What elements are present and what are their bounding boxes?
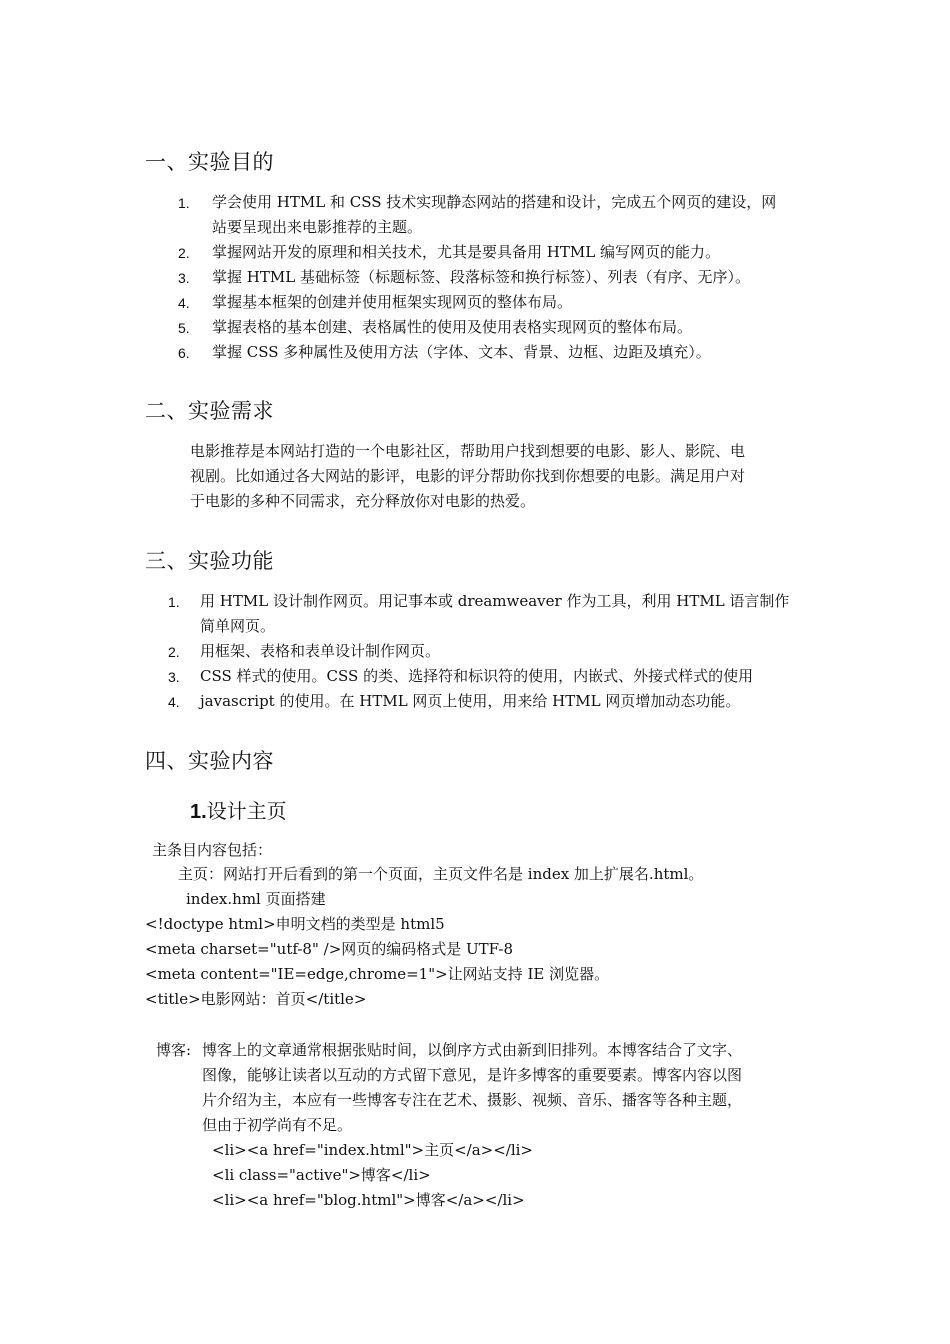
list-number: 3. (178, 270, 190, 286)
list-number: 6. (178, 345, 190, 361)
list-number: 4. (168, 694, 180, 710)
list-item-text: 站要呈现出来电影推荐的主题。 (212, 218, 423, 236)
list-item-text: CSS 样式的使用。CSS 的类、选择符和标识符的使用，内嵌式、外接式样式的使用 (200, 667, 754, 685)
list-item-text: 用 HTML 设计制作网页。用记事本或 dreamweaver 作为工具，利用 HTML 语言制作 (200, 592, 790, 610)
blog-paragraph-line: 但由于初学尚有不足。 (202, 1116, 353, 1134)
list-number: 3. (168, 669, 180, 685)
list-number: 1. (178, 195, 190, 211)
subsection-heading (190, 795, 287, 824)
build-line: index.hml 页面搭建 (186, 890, 326, 908)
blog-label: 博客: (156, 1041, 192, 1059)
list-item-text: 掌握 HTML 基础标签（标题标签、段落标签和换行标签）、列表（有序、无序）。 (212, 268, 750, 286)
homepage-line: 主页：网站打开后看到的第一个页面，主页文件名是 index 加上扩展名.html。 (178, 865, 704, 883)
list-item-text: 掌握基本框架的创建并使用框架实现网页的整体布局。 (212, 293, 573, 311)
paragraph-line: 于电影的多种不同需求，充分释放你对电影的热爱。 (190, 492, 536, 510)
list-number: 4. (178, 295, 190, 311)
paragraph-line: 电影推荐是本网站打造的一个电影社区，帮助用户找到想要的电影、影人、影院、电 (190, 442, 746, 460)
subsection-number: 1. (190, 801, 207, 823)
list-item-text: 掌握 CSS 多种属性及使用方法（字体、文本、背景、边框、边距及填充）。 (212, 343, 711, 361)
blog-paragraph-line: 片介绍为主，本应有一些博客专注在艺术、摄影、视频、音乐、播客等各种主题， (202, 1091, 743, 1109)
code-line: <meta content="IE=edge,chrome=1">让网站支持 IE 浏览器。 (145, 965, 610, 983)
list-number: 1. (168, 594, 180, 610)
list-number: 5. (178, 320, 190, 336)
section-heading-functions: 三、实验功能 (145, 549, 274, 573)
code-line: <!doctype html>申明文档的类型是 html5 (145, 915, 445, 933)
subsection-title: 设计主页 (206, 799, 287, 823)
paragraph-line: 视剧。比如通过各大网站的影评，电影的评分帮助你找到你想要的电影。满足用户对 (190, 467, 746, 485)
section-heading-requirements: 二、实验需求 (145, 399, 274, 423)
section-heading-content: 四、实验内容 (145, 749, 274, 773)
blog-code-line: <li><a href="index.html">主页</a></li> (212, 1141, 533, 1159)
list-item-text: 掌握网站开发的原理和相关技术，尤其是要具备用 HTML 编写网页的能力。 (212, 243, 720, 261)
list-item-text: 简单网页。 (200, 617, 276, 635)
blog-code-line: <li class="active">博客</li> (212, 1166, 431, 1184)
blog-paragraph-line: 图像，能够让读者以互动的方式留下意见，是许多博客的重要要素。博客内容以图 (202, 1066, 743, 1084)
blog-paragraph-line: 博客上的文章通常根据张贴时间，以倒序方式由新到旧排列。本博客结合了文字、 (202, 1041, 743, 1059)
blog-code-line: <li><a href="blog.html">博客</a></li> (212, 1191, 525, 1209)
list-number: 2. (168, 644, 180, 660)
code-line: <title>电影网站：首页</title> (145, 990, 367, 1008)
intro-line: 主条目内容包括： (152, 841, 273, 859)
list-item-text: 学会使用 HTML 和 CSS 技术实现静态网站的搭建和设计，完成五个网页的建设，网 (212, 193, 777, 211)
list-item-text: 用框架、表格和表单设计制作网页。 (200, 642, 441, 660)
section-heading-purpose: 一、实验目的 (145, 150, 274, 174)
code-line: <meta charset="utf-8" />网页的编码格式是 UTF-8 (145, 940, 514, 958)
list-item-text: 掌握表格的基本创建、表格属性的使用及使用表格实现网页的整体布局。 (212, 318, 693, 336)
list-item-text: javascript 的使用。在 HTML 网页上使用，用来给 HTML 网页增加动态功能。 (200, 692, 741, 710)
list-number: 2. (178, 245, 190, 261)
